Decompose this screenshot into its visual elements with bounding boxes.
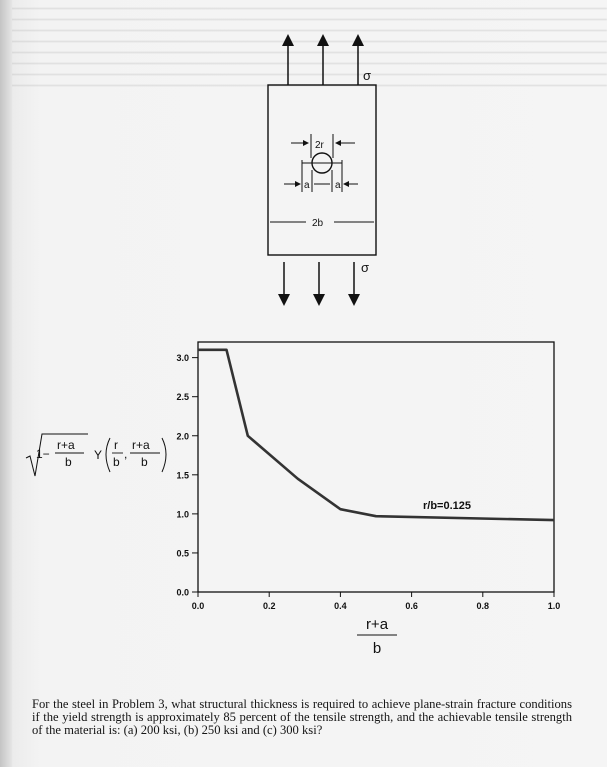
y-label-arg1-num: r [114,438,118,452]
plate [268,85,376,255]
y-label-comma: , [124,447,128,461]
x-label-numerator: r+a [365,616,389,633]
x-label-denominator: b [372,640,382,657]
dim-2r-label: 2r [315,140,324,151]
y-label-sqrt-num: r+a [57,438,75,452]
y-axis-label [24,432,204,502]
x-axis-label [342,614,412,664]
y-label-arg1-den: b [113,455,120,469]
x-tick-label: 0.2 [262,601,276,611]
sigma-bottom-label: σ [361,260,370,275]
x-tick-label: 1.0 [547,601,561,611]
x-tick-label: 0.8 [476,601,490,611]
plot-frame [198,342,554,592]
y-tick-label: 3.0 [176,353,189,364]
y-tick-label: 2.5 [176,392,189,403]
y-label-function: Y [94,448,103,462]
dim-a-left-label: a [304,180,310,191]
y-tick-label: 1.5 [176,470,189,481]
y-label-paren-right [162,438,166,472]
x-tick-label: 0.4 [334,601,347,611]
y-label-sqrt-den: b [65,455,72,469]
y-label-arg2-num: r+a [132,438,150,452]
y-tick-label: 0.0 [176,587,189,598]
y-tick-label: 0.5 [176,548,189,559]
specimen-diagram [0,0,607,310]
y-tick-label: 1.0 [176,509,189,520]
dim-2b-label: 2b [312,218,324,229]
y-label-one-minus: 1− [36,447,50,461]
sigma-top-label: σ [363,68,372,83]
y-label-paren-left [106,438,110,472]
x-tick-label: 0.0 [191,601,205,611]
x-tick-label: 0.6 [405,601,418,611]
curve-annotation: r/b=0.125 [423,500,472,512]
y-label-arg2-den: b [141,455,148,469]
problem-statement: For the steel in Problem 3, what structural thickness is required to achieve plane-strain fracture conditions if the yield strength is approximately 85 percent of the tensile strength, and the achievable tensile strength of the material is: (a) 200 ksi, (b) 250 ksi and (c) 300 ksi? [32,696,572,737]
y-tick-label: 2.0 [176,431,189,442]
series-line [198,350,554,520]
dim-a-right-label: a [335,180,341,191]
